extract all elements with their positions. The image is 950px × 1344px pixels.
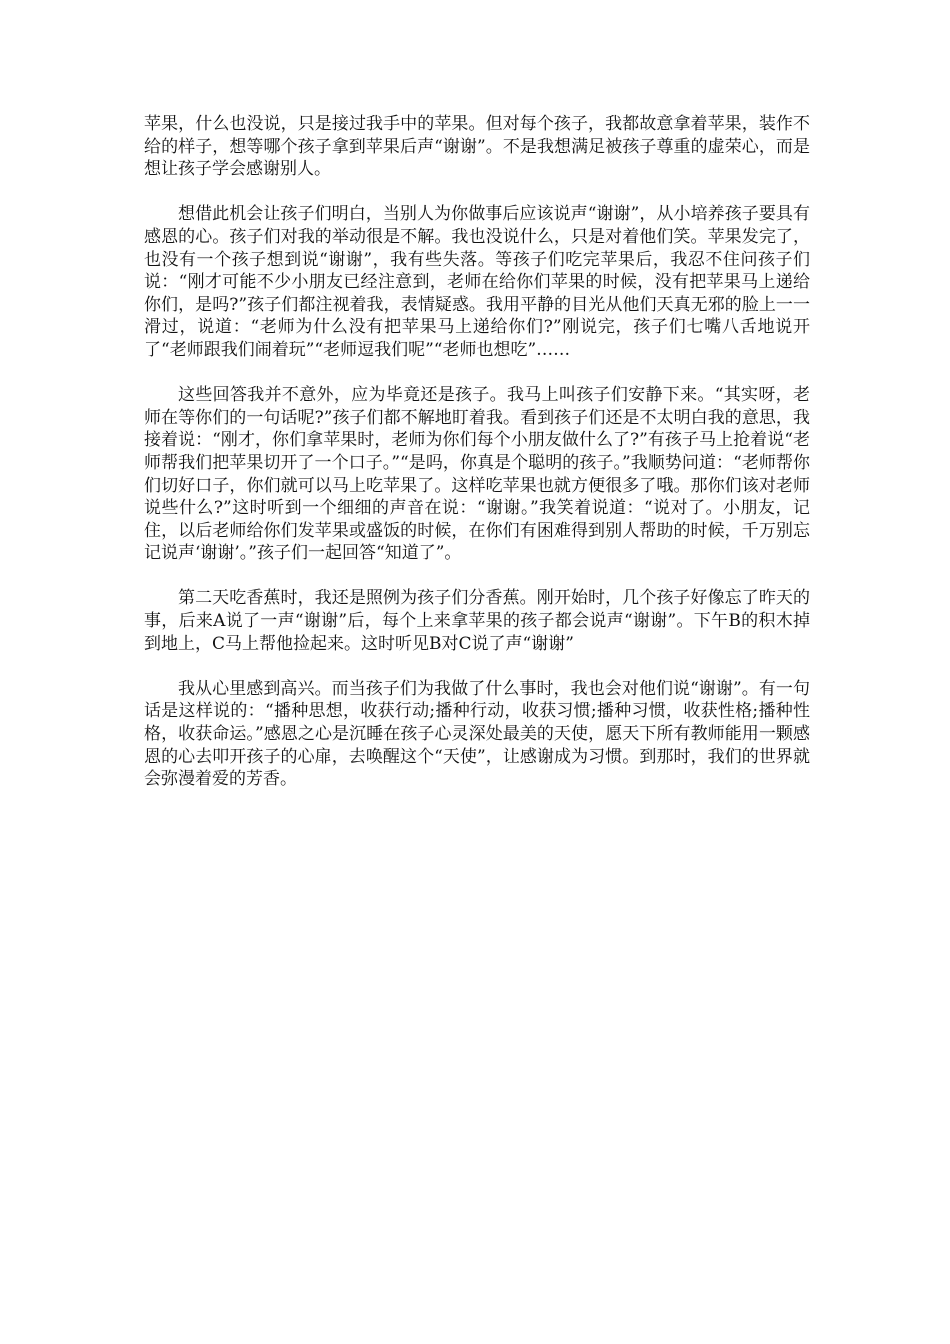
document-body — [144, 113, 810, 813]
paragraph-1: 苹果，什么也没说，只是接过我手中的苹果。但对每个孩子，我都故意拿着苹果，装作不给的样子，想等哪个孩子拿到苹果后声“谢谢”。不是我想满足被孩子尊重的虚荣心，而是想让孩子学会感谢别人。 — [144, 114, 810, 180]
paragraph-3: 这些回答我并不意外，应为毕竟还是孩子。我马上叫孩子们安静下来。“其实呀，老师在等你们的一句话呢?”孩子们都不解地盯着我。看到孩子们还是不太明白我的意思，我接着说：“刚才，你们拿苹果时，老师为你们每个小朋友做什么了?”有孩子马上抢着说“老师帮我们把苹果切开了一个口子。”“是吗，你真是个聪明的孩子。”我顺势问道：“老师帮你们切好口子，你们就可以马上吃苹果了。这样吃苹果也就方便很多了哦。那你们该对老师说些什么?”这时听到一个细细的声音在说：“谢谢。”我笑着说道：“说对了。小朋友，记住，以后老师给你们发苹果或盛饭的时候，在你们有困难得到别人帮助的时候，千万别忘记说声‘谢谢’。”孩子们一起回答“知道了”。 — [144, 385, 810, 564]
paragraph-2: 想借此机会让孩子们明白，当别人为你做事后应该说声“谢谢”，从小培养孩子要具有感恩的心。孩子们对我的举动很是不解。我也没说什么，只是对着他们笑。苹果发完了，也没有一个孩子想到说“谢谢”，我有些失落。等孩子们吃完苹果后，我忍不住问孩子们说：“刚才可能不少小朋友已经注意到，老师在给你们苹果的时候，没有把苹果马上递给你们，是吗?”孩子们都注视着我，表情疑惑。我用平静的目光从他们天真无邪的脸上一一滑过，说道：“老师为什么没有把苹果马上递给你们?”刚说完，孩子们七嘴八舌地说开了“老师跟我们闹着玩”“老师逗我们呢”“老师也想吃”…… — [144, 204, 810, 360]
paragraph-4: 第二天吃香蕉时，我还是照例为孩子们分香蕉。刚开始时，几个孩子好像忘了昨天的事，后来A说了一声“谢谢”后，每个上来拿苹果的孩子都会说声“谢谢”。下午B的积木掉到地上，C马上帮他捡起来。这时听见B对C说了声“谢谢” — [144, 588, 810, 654]
paragraph-5: 我从心里感到高兴。而当孩子们为我做了什么事时，我也会对他们说“谢谢”。有一句话是这样说的：“播种思想，收获行动;播种行动，收获习惯;播种习惯，收获性格;播种性格，收获命运。”感恩之心是沉睡在孩子心灵深处最美的天使，愿天下所有教师能用一颗感恩的心去叩开孩子的心扉，去唤醒这个“天使”，让感谢成为习惯。到那时，我们的世界就会弥漫着爱的芳香。 — [144, 678, 810, 790]
